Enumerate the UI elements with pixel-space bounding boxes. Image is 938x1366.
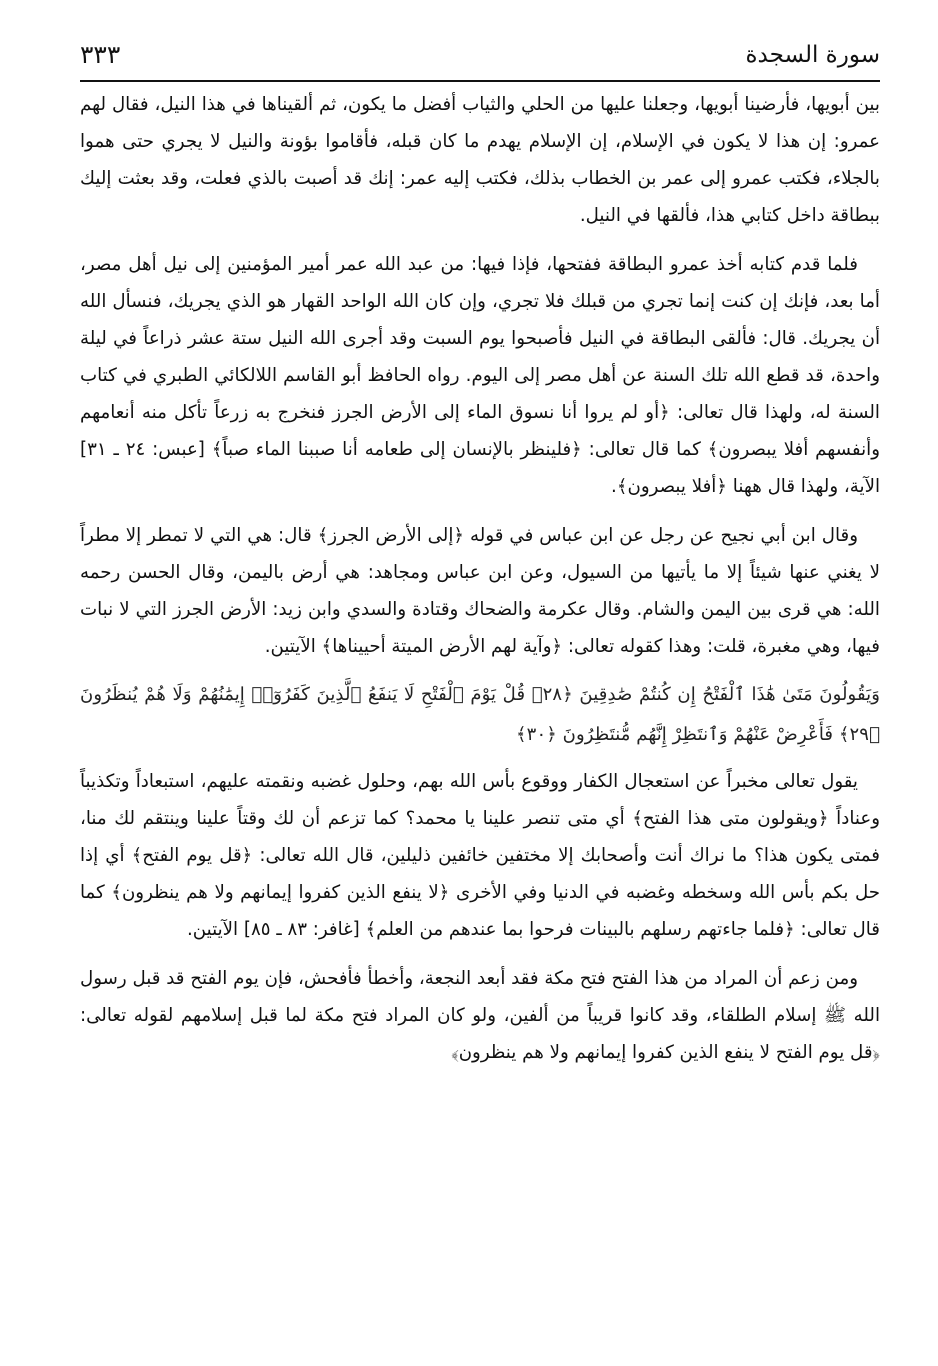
page-header <box>80 36 880 82</box>
quran-verses: وَيَقُولُونَ مَتَىٰ هَٰذَا ٱلْفَتْحُ إِن كُنتُمْ صَٰدِقِينَ ﴿٢٨﴾ قُلْ يَوْمَ ٱلْفَتْحِ لَا يَنفَعُ ٱلَّذِينَ كَفَرُوٓا۟ إِيمَٰنُهُمْ وَلَا هُمْ يُنظَرُونَ ﴿٢٩﴾ فَأَعْرِضْ عَنْهُمْ وَٱنتَظِرْ إِنَّهُم مُّنتَظِرُونَ ﴿٣٠﴾ <box>80 684 881 745</box>
surah-title: سورة السجدة <box>745 42 880 68</box>
page-body <box>80 86 880 1071</box>
paragraph: يقول تعالى مخبراً عن استعجال الكفار ووقوع بأس الله بهم، وحلول غضبه ونقمته عليهم، استبعاداً وتكذيباً وعناداً ﴿ويقولون متى هذا الفتح﴾ أي متى تنصر علينا يا محمد؟ كما تزعم أن لك وقتاً علينا وينتقم لك منا، فمتى يكون هذا؟ ما نراك أنت وأصحابك إلا مختفين خائفين ذليلين، قال الله تعالى: ﴿قل يوم الفتح﴾ أي إذا حل بكم بأس الله وسخطه وغضبه في الدنيا وفي الأخرى ﴿لا ينفع الذين كفروا إيمانهم ولا هم ينظرون﴾ كما قال تعالى: ﴿فلما جاءتهم رسلهم بالبينات فرحوا بما عندهم من العلم﴾ [غافر: ٨٣ ـ ٨٥] الآيتين. <box>80 771 880 940</box>
paragraph: ومن زعم أن المراد من هذا الفتح فتح مكة فقد أبعد النجعة، وأخطأ فأفحش، فإن يوم الفتح قد قبل رسول الله ﷺ إسلام الطلقاء، وقد كانوا قريباً من ألفين، ولو كان المراد فتح مكة لما قبل إسلامهم لقوله تعالى: ﴿قل يوم الفتح لا ينفع الذين كفروا إيمانهم ولا هم ينظرون﴾ <box>80 968 880 1063</box>
page-number: ٣٣٣ <box>80 40 121 69</box>
paragraph: فلما قدم كتابه أخذ عمرو البطاقة ففتحها، فإذا فيها: من عبد الله عمر أمير المؤمنين إلى نيل أهل مصر، أما بعد، فإنك إن كنت إنما تجري من قبلك فلا تجري، وإن كان الله الواحد القهار هو الذي يجريك، فنسأل الله أن يجريك. قال: فألقى البطاقة في النيل فأصبحوا يوم السبت وقد أجرى الله النيل ستة عشر ذراعاً في ليلة واحدة، قد قطع الله تلك السنة عن أهل مصر إلى اليوم. رواه الحافظ أبو القاسم اللالكائي الطبري في كتاب السنة له، ولهذا قال تعالى: ﴿أو لم يروا أنا نسوق الماء إلى الأرض الجرز فنخرج به زرعاً تأكل منه أنعامهم وأنفسهم أفلا يبصرون﴾ كما قال تعالى: ﴿فلينظر بالإنسان إلى طعامه أنا صببنا الماء صباً﴾ [عبس: ٢٤ ـ ٣١] الآية، ولهذا قال ههنا ﴿أفلا يبصرون﴾. <box>80 254 880 497</box>
paragraph: وقال ابن أبي نجيح عن رجل عن ابن عباس في قوله ﴿إلى الأرض الجرز﴾ قال: هي التي لا تمطر إلا مطراً لا يغني عنها شيئاً إلا ما يأتيها من السيول، وعن ابن عباس ومجاهد: هي أرض باليمن، وقال الحسن رحمه الله: هي قرى بين اليمن والشام. وقال عكرمة والضحاك وقتادة والسدي وابن زيد: الأرض الجرز التي لا نبات فيها، وهي مغبرة، قلت: وهذا كقوله تعالى: ﴿وآية لهم الأرض الميتة أحييناها﴾ الآيتين. <box>80 525 880 657</box>
paragraph: بين أبويها، فأرضينا أبويها، وجعلنا عليها من الحلي والثياب أفضل ما يكون، ثم ألقيناها في هذا النيل، فقال لهم عمرو: إن هذا لا يكون في الإسلام، إن الإسلام يهدم ما كان قبله، فأقاموا بؤونة والنيل لا يجري حتى هموا بالجلاء، فكتب عمرو إلى عمر بن الخطاب بذلك، فكتب إليه عمر: إنك قد أصبت بالذي فعلت، وقد بعثت إليك ببطاقة داخل كتابي هذا، فألقها في النيل. <box>80 94 880 226</box>
